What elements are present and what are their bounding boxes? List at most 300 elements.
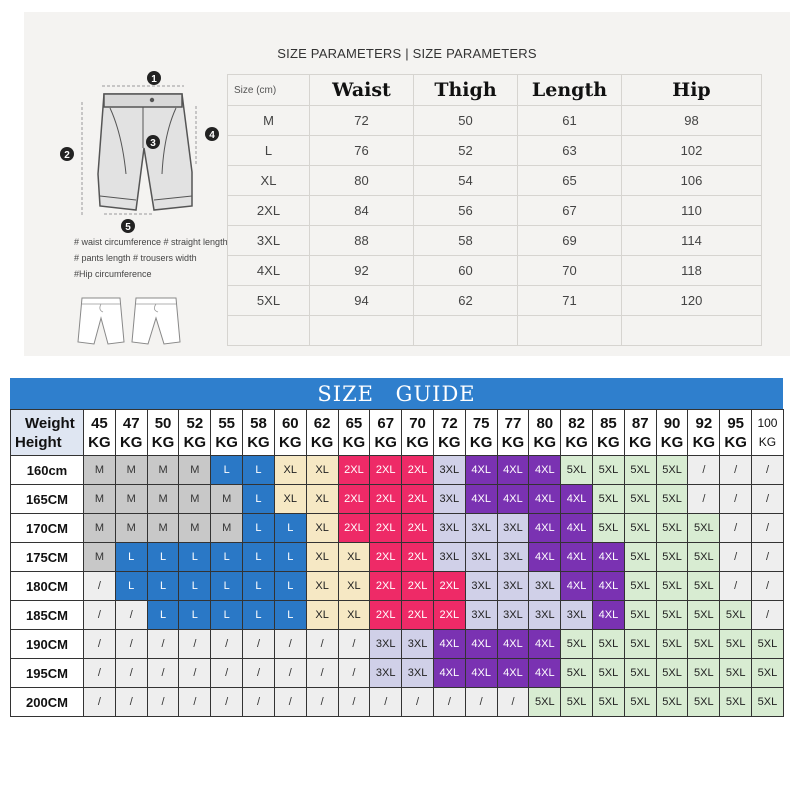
size-cell: XL [338,601,370,630]
size-cell: L [147,601,179,630]
weight-value: 80 [536,414,554,432]
size-cell: / [752,601,784,630]
size-cell: / [243,659,275,688]
size-guide [10,378,783,718]
weight-value: 58 [250,414,267,432]
size-cell: / [147,688,179,717]
size-cell: 2XL [402,543,434,572]
params-value: 54 [414,166,518,196]
weight-unit: KG [597,433,620,451]
params-size-label: 3XL [228,226,310,256]
params-value: 71 [518,286,622,316]
size-cell: 5XL [688,601,720,630]
weight-unit: KG [151,433,175,451]
size-cell: 2XL [338,456,370,485]
size-cell: / [179,630,211,659]
size-cell: / [720,485,752,514]
params-size-label: L [228,136,310,166]
size-cell: 5XL [624,485,656,514]
size-cell: 5XL [593,659,625,688]
size-cell: 5XL [688,688,720,717]
size-cell: / [402,688,434,717]
size-cell: / [147,630,179,659]
height-label-cell: 195CM [11,659,84,688]
size-cell: 5XL [624,630,656,659]
size-cell: 3XL [465,601,497,630]
size-cell: / [274,630,306,659]
size-cell: / [752,543,784,572]
size-cell: 5XL [624,688,656,717]
size-cell: L [274,572,306,601]
size-cell: 4XL [433,659,465,688]
weight-unit: KG [183,433,207,451]
size-cell: 2XL [433,601,465,630]
params-value: 61 [518,106,622,136]
size-cell: L [243,456,275,485]
size-cell: 5XL [561,456,593,485]
size-cell: / [306,688,338,717]
size-cell: XL [306,456,338,485]
size-cell: 2XL [402,485,434,514]
size-cell: / [338,688,370,717]
size-cell: 2XL [433,572,465,601]
size-cell: / [720,543,752,572]
weight-header-cell [624,410,656,456]
size-cell: 2XL [402,514,434,543]
size-cell: 4XL [529,514,561,543]
weight-unit: KG [660,433,684,451]
params-row [228,256,762,286]
height-row [11,659,784,688]
weight-value: 50 [154,414,172,432]
size-cell: L [211,601,243,630]
size-cell: / [147,659,179,688]
params-value: 84 [310,196,414,226]
size-cell: / [84,572,116,601]
diagram-number-1: 1 [151,74,157,85]
params-row [228,166,762,196]
size-cell: / [243,688,275,717]
size-cell: 4XL [465,630,497,659]
params-row [228,286,762,316]
size-cell: / [306,659,338,688]
params-value: 67 [518,196,622,226]
weight-unit: KG [533,433,557,451]
size-cell: 5XL [720,659,752,688]
params-header-cell: Thigh [414,75,518,106]
weight-value: 87 [631,414,649,432]
legend-line-1: # waist circumference # straight length [74,237,228,247]
weight-height-corner [11,410,84,456]
size-cell: 5XL [720,601,752,630]
params-header-cell: Hip [622,75,762,106]
height-row [11,601,784,630]
size-cell: 5XL [561,630,593,659]
weight-unit: KG [628,433,652,451]
size-cell: / [338,630,370,659]
size-cell: 3XL [497,572,529,601]
weight-header-cell [402,410,434,456]
size-cell: / [338,659,370,688]
size-guide-title: SIZE GUIDE [10,378,783,409]
size-cell: 5XL [624,659,656,688]
size-cell: 3XL [561,601,593,630]
shorts-measurement-diagram [52,64,222,239]
size-cell: 4XL [593,572,625,601]
size-cell: 5XL [593,514,625,543]
weight-header-cell [115,410,147,456]
size-cell: / [179,659,211,688]
size-cell: 4XL [593,601,625,630]
weight-header-cell [306,410,338,456]
height-row [11,543,784,572]
height-row [11,456,784,485]
weight-value: 92 [695,414,713,432]
size-cell: / [84,630,116,659]
size-cell: 4XL [529,659,561,688]
size-cell: 4XL [529,630,561,659]
size-cell: / [115,688,147,717]
weight-header-cell [497,410,529,456]
weight-header-cell [338,410,370,456]
params-value: 65 [518,166,622,196]
size-cell: / [179,688,211,717]
weight-header-cell [465,410,497,456]
size-cell: 2XL [338,514,370,543]
params-value: 63 [518,136,622,166]
size-cell: 3XL [370,659,402,688]
params-size-label [228,316,310,346]
height-row [11,572,784,601]
params-value: 56 [414,196,518,226]
size-cell: L [243,543,275,572]
height-label: Height [15,434,62,451]
size-cell: / [752,485,784,514]
height-label-cell: 170CM [11,514,84,543]
weight-value: 90 [663,414,681,432]
shorts-sketch-icons [76,294,186,356]
size-cell: M [211,514,243,543]
params-value: 102 [622,136,762,166]
weight-unit: KG [758,434,777,449]
weight-unit: KG [342,433,366,451]
weight-unit: KG [119,433,143,451]
weight-value: 62 [313,414,331,432]
size-cell: 5XL [656,514,688,543]
weight-unit: KG [215,433,238,451]
height-label-cell: 190CM [11,630,84,659]
weight-value: 72 [441,414,458,432]
size-cell: 3XL [433,485,465,514]
weight-value: 95 [727,414,744,432]
size-cell: / [84,688,116,717]
params-size-label: XL [228,166,310,196]
size-cell: L [179,601,211,630]
size-cell: / [211,659,243,688]
size-guide-table [10,409,784,717]
size-cell: / [720,572,752,601]
size-cell: L [243,601,275,630]
legend-line-3: #Hip circumference [74,269,152,279]
size-cell: 3XL [465,543,497,572]
size-cell: 4XL [529,485,561,514]
weight-value: 47 [122,414,140,432]
size-cell: 5XL [656,543,688,572]
weight-value: 75 [472,414,490,432]
weight-value: 55 [218,414,235,432]
size-cell: 3XL [497,543,529,572]
size-cell: M [147,485,179,514]
size-cell: / [752,456,784,485]
size-cell: L [243,485,275,514]
size-cell: 2XL [402,572,434,601]
size-cell: 2XL [370,514,402,543]
size-cell: 5XL [624,543,656,572]
size-parameters-table [227,74,762,346]
weight-unit: KG [501,433,525,451]
size-cell: 5XL [656,688,688,717]
weight-header-cell [593,410,625,456]
params-value: 70 [518,256,622,286]
params-value: 80 [310,166,414,196]
params-value [310,316,414,346]
size-parameters-title: SIZE PARAMETERS | SIZE PARAMETERS [277,46,537,61]
weight-header-cell [688,410,720,456]
params-value: 98 [622,106,762,136]
size-cell: 5XL [656,630,688,659]
weight-header-cell [274,410,306,456]
size-cell: 5XL [752,688,784,717]
size-cell: M [84,543,116,572]
size-cell: L [274,514,306,543]
size-cell: 5XL [688,572,720,601]
params-header-row [228,75,762,106]
params-value: 110 [622,196,762,226]
weight-header-cell [179,410,211,456]
weight-unit: KG [469,433,493,451]
size-cell: 5XL [561,688,593,717]
weight-value: 52 [186,414,204,432]
size-cell: / [115,601,147,630]
size-cell: 4XL [433,630,465,659]
size-cell: / [720,514,752,543]
params-value: 58 [414,226,518,256]
size-cell: 4XL [593,543,625,572]
params-size-label: 2XL [228,196,310,226]
size-cell: 5XL [656,456,688,485]
size-cell: M [211,485,243,514]
size-cell: / [115,659,147,688]
size-cell: 4XL [497,630,529,659]
weight-value: 65 [345,414,363,432]
size-cell: 5XL [688,630,720,659]
size-cell: L [211,456,243,485]
size-cell: 5XL [752,659,784,688]
params-value [518,316,622,346]
height-row [11,485,784,514]
size-cell: M [84,456,116,485]
params-value: 76 [310,136,414,166]
legend-line-2: # pants length # trousers width [74,253,197,263]
params-value: 72 [310,106,414,136]
size-cell: 4XL [529,456,561,485]
weight-value: 100 [757,415,778,430]
params-row [228,316,762,346]
size-cell: 5XL [624,572,656,601]
params-value: 120 [622,286,762,316]
size-cell: 5XL [720,688,752,717]
size-cell: L [243,514,275,543]
size-cell: 5XL [624,601,656,630]
size-cell: 5XL [656,601,688,630]
diagram-number-2: 2 [64,150,70,161]
size-cell: 5XL [624,456,656,485]
size-cell: 3XL [529,601,561,630]
size-cell: 4XL [561,485,593,514]
size-cell: L [115,543,147,572]
size-cell: 3XL [402,659,434,688]
params-size-label: 5XL [228,286,310,316]
size-cell: M [179,485,211,514]
weight-header-cell [370,410,402,456]
size-cell: 4XL [561,514,593,543]
size-cell: / [243,630,275,659]
size-cell: M [115,456,147,485]
size-cell: 3XL [433,543,465,572]
size-cell: L [115,572,147,601]
params-value: 62 [414,286,518,316]
weight-unit: KG [565,433,588,451]
size-cell: / [84,659,116,688]
height-label-cell: 180CM [11,572,84,601]
size-cell: 3XL [465,514,497,543]
params-row [228,226,762,256]
weight-unit: KG [374,433,397,451]
size-cell: M [84,485,116,514]
height-row [11,630,784,659]
height-row [11,688,784,717]
params-value: 52 [414,136,518,166]
diagram-number-3: 3 [150,138,156,149]
size-cell: L [179,572,211,601]
size-cell: 5XL [656,572,688,601]
size-cell: 3XL [529,572,561,601]
weight-unit: KG [406,433,429,451]
size-cell: 4XL [497,659,529,688]
size-cell: 5XL [656,485,688,514]
measurement-legend [74,234,228,282]
weight-unit: KG [438,433,461,451]
size-cell: / [688,456,720,485]
height-label-cell: 160cm [11,456,84,485]
size-cell: 5XL [656,659,688,688]
size-cell: 5XL [561,659,593,688]
size-cell: 3XL [370,630,402,659]
size-cell: 4XL [465,485,497,514]
size-cell: 5XL [688,514,720,543]
size-cell: M [115,485,147,514]
params-value: 106 [622,166,762,196]
size-cell: / [465,688,497,717]
size-cell: XL [306,572,338,601]
params-row [228,106,762,136]
height-label-cell: 185CM [11,601,84,630]
size-cell: L [147,543,179,572]
height-label-cell: 175CM [11,543,84,572]
size-cell: XL [274,485,306,514]
size-cell: 2XL [402,601,434,630]
weight-value: 82 [568,414,585,432]
params-value: 50 [414,106,518,136]
params-value: 60 [414,256,518,286]
size-cell: M [179,456,211,485]
size-cell: 2XL [370,572,402,601]
size-cell: 3XL [497,601,529,630]
size-cell: 5XL [752,630,784,659]
weight-value: 85 [600,414,617,432]
size-cell: M [115,514,147,543]
weight-header-cell [147,410,179,456]
height-row [11,514,784,543]
size-cell: L [211,572,243,601]
params-size-label: M [228,106,310,136]
size-cell: 3XL [465,572,497,601]
weight-header-cell [561,410,593,456]
params-value: 94 [310,286,414,316]
params-size-label: 4XL [228,256,310,286]
size-cell: 4XL [465,659,497,688]
size-cell: 5XL [688,543,720,572]
size-cell: / [211,630,243,659]
weight-header-cell [656,410,688,456]
size-cell: 5XL [593,630,625,659]
size-cell: 4XL [497,456,529,485]
params-value: 114 [622,226,762,256]
size-cell: XL [274,456,306,485]
size-cell: 4XL [497,485,529,514]
size-cell: XL [338,572,370,601]
size-cell: / [370,688,402,717]
weight-value: 60 [281,414,299,432]
size-cell: 2XL [402,456,434,485]
weight-value: 67 [377,414,395,432]
size-cell: / [688,485,720,514]
weight-unit: KG [279,433,302,451]
params-value: 118 [622,256,762,286]
size-cell: 5XL [720,630,752,659]
size-cell: L [179,543,211,572]
params-header-cell: Waist [310,75,414,106]
weight-label: Weight [25,415,75,432]
weight-header-cell [720,410,752,456]
params-header-cell: Length [518,75,622,106]
size-cell: / [84,601,116,630]
size-cell: 3XL [402,630,434,659]
size-cell: / [274,688,306,717]
size-cell: 2XL [338,485,370,514]
params-row [228,136,762,166]
params-value: 88 [310,226,414,256]
size-cell: 2XL [370,601,402,630]
weight-header-cell [529,410,561,456]
weight-header-cell [84,410,116,456]
size-cell: 2XL [370,456,402,485]
weight-value: 77 [504,414,522,432]
params-row [228,196,762,226]
size-cell: / [433,688,465,717]
diagram-number-5: 5 [125,222,131,233]
size-cell: 5XL [593,485,625,514]
